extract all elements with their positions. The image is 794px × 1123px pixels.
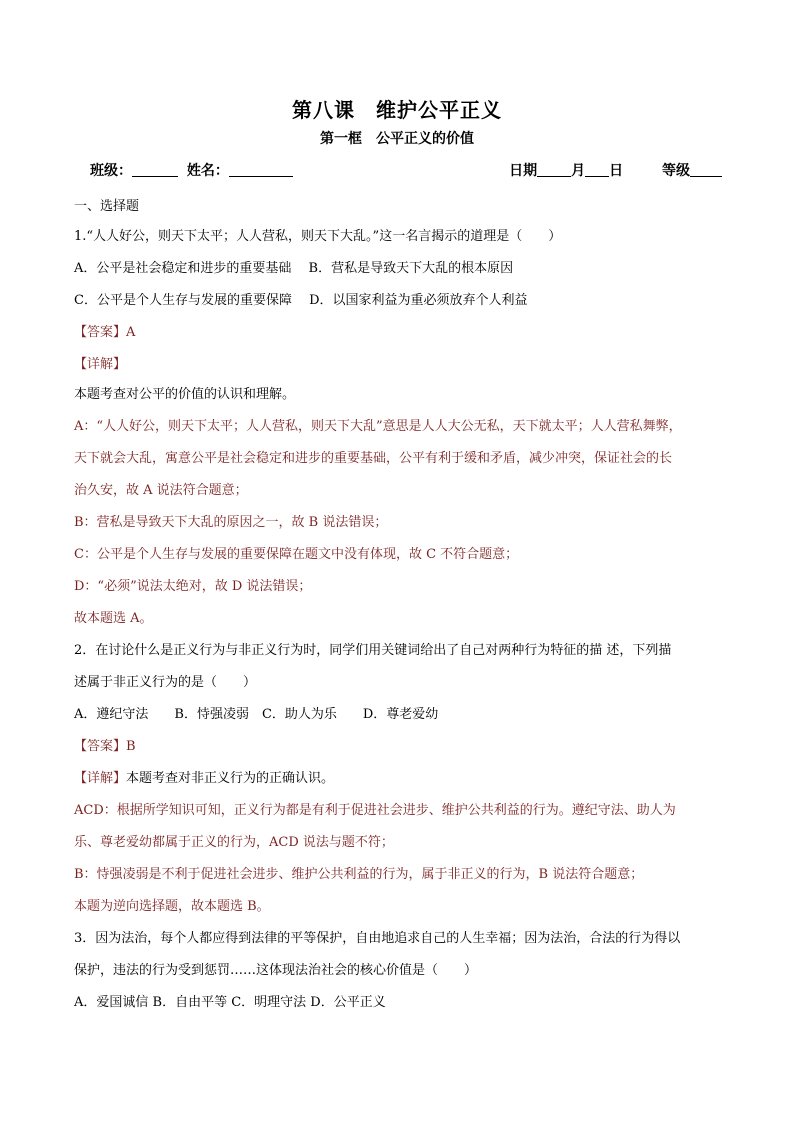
month-field[interactable] bbox=[537, 162, 571, 177]
q3-stem-2: 保护，违法的行为受到惩罚……这体现法治社会的核心价值是（ ） bbox=[74, 963, 478, 978]
grade-label: 等级 bbox=[662, 163, 690, 179]
q1-intro: 本题考查对公平的价值的认识和理解。 bbox=[74, 387, 296, 402]
q1-answer: 【答案】A bbox=[74, 325, 136, 340]
name-label: 姓名： bbox=[186, 163, 229, 179]
q1-options-cd: C．公平是个人生存与发展的重要保障 D．以国家利益为重必须放弃个人利益 bbox=[74, 293, 528, 308]
q1-detail-tag: 【详解】 bbox=[74, 357, 127, 372]
q2-stem-2: 述属于非正义行为的是（ ） bbox=[74, 675, 257, 690]
q2-detail bbox=[74, 770, 724, 788]
class-field[interactable] bbox=[132, 162, 178, 177]
name-field[interactable] bbox=[229, 162, 293, 177]
section-heading: 一、选择题 bbox=[74, 199, 140, 214]
q1-analysis-d: D：“必须”说法太绝对，故 D 说法错误； bbox=[74, 579, 312, 594]
day-field[interactable] bbox=[585, 162, 609, 177]
q2-detail-text: 本题考查对非正义行为的正确认识。 bbox=[126, 771, 335, 786]
grade-field[interactable] bbox=[690, 162, 722, 177]
month-label: 月 bbox=[571, 163, 586, 179]
q2-answer: 【答案】B bbox=[74, 739, 136, 754]
q2-options: A．遵纪守法 B．恃强凌弱 C．助人为乐 D．尊老爱幼 bbox=[74, 707, 439, 722]
page-subtitle: 第一框 公平正义的价值 bbox=[320, 131, 474, 147]
q1-analysis-a-2: 天下就会大乱，寓意公平是社会稳定和进步的重要基础，公平有利于缓和矛盾，减少冲突，保证社会的长 bbox=[74, 451, 673, 466]
page-title: 第八课 维护公平正义 bbox=[292, 98, 502, 122]
q1-analysis-b: B：营私是导致天下大乱的原因之一，故 B 说法错误； bbox=[74, 515, 388, 530]
date-label: 日期 bbox=[509, 163, 538, 179]
class-label: 班级： bbox=[90, 163, 132, 179]
q2-stem-1: 2．在讨论什么是正义行为与非正义行为时，同学们用关键词给出了自己对两种行为特征的描 述，下列描 bbox=[74, 643, 672, 658]
q2-analysis-acd-1: ACD：根据所学知识可知，正义行为都是有利于促进社会进步、维护公共利益的行为。遵纪守法、助人为 bbox=[74, 803, 676, 818]
student-info-left bbox=[90, 160, 293, 180]
day-label: 日 bbox=[609, 163, 624, 179]
q3-options: A．爱国诚信 B．自由平等 C．明理守法 D．公平正义 bbox=[74, 995, 386, 1010]
q1-conclusion: 故本题选 A。 bbox=[74, 611, 153, 626]
q2-detail-tag: 【详解】 bbox=[74, 771, 127, 786]
q3-stem-1: 3．因为法治，每个人都应得到法律的平等保护，自由地追求自己的人生幸福；因为法治，合法的行为得以 bbox=[74, 931, 681, 946]
q1-analysis-a-1: A：“人人好公，则天下太平；人人营私，则天下大乱”意思是人人大公无私，天下就太平；人人营私舞弊， bbox=[74, 419, 682, 434]
q1-analysis-c: C：公平是个人生存与发展的重要保障在题文中没有体现，故 C 不符合题意； bbox=[74, 547, 519, 562]
q2-conclusion: 本题为逆向选择题，故本题选 B。 bbox=[74, 899, 270, 914]
q2-analysis-b: B：恃强凌弱是不利于促进社会进步、维护公共利益的行为，属于非正义的行为，B 说法符合题意； bbox=[74, 867, 644, 882]
student-info-right bbox=[509, 160, 722, 180]
q1-options-ab: A．公平是社会稳定和进步的重要基础 B．营私是导致天下大乱的根本原因 bbox=[74, 261, 514, 276]
student-info-row bbox=[90, 160, 722, 180]
q1-analysis-a-3: 治久安，故 A 说法符合题意； bbox=[74, 483, 248, 498]
q1-stem: 1.“人人好公，则天下太平；人人营私，则天下大乱。”这一名言揭示的道理是（ ） bbox=[74, 229, 562, 244]
q2-analysis-acd-2: 乐、尊老爱幼都属于正义的行为，ACD 说法与题不符； bbox=[74, 835, 394, 850]
